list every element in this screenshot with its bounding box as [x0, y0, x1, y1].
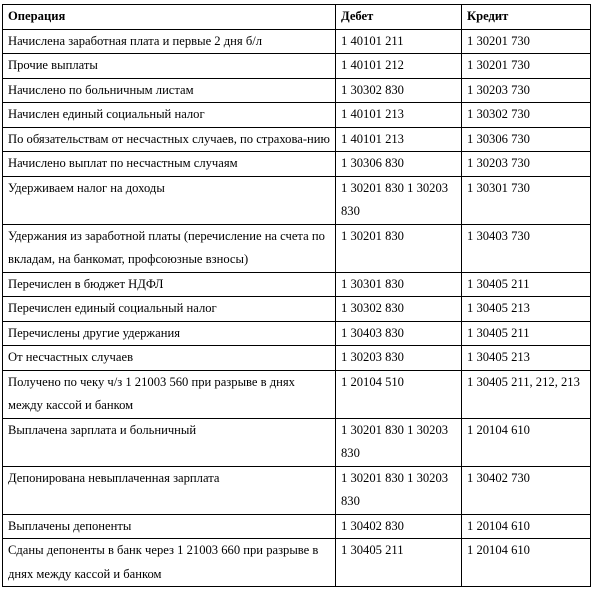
debit-cell: 1 30203 830 — [336, 346, 462, 371]
table-row — [3, 272, 591, 297]
table-row — [3, 539, 591, 587]
credit-cell: 1 20104 610 — [462, 418, 591, 466]
credit-cell: 1 30403 730 — [462, 224, 591, 272]
debit-cell: 1 30201 830 — [336, 224, 462, 272]
operation-cell: Получено по чеку ч/з 1 21003 560 при разрыве в днях между кассой и банком — [3, 370, 336, 418]
debit-cell: 1 30201 830 1 30203 830 — [336, 176, 462, 224]
credit-cell: 1 30306 730 — [462, 127, 591, 152]
table-row — [3, 224, 591, 272]
credit-cell: 1 30405 211 — [462, 321, 591, 346]
table-row — [3, 127, 591, 152]
operation-cell: Перечислены другие удержания — [3, 321, 336, 346]
credit-cell: 1 20104 610 — [462, 514, 591, 539]
debit-cell: 1 40101 213 — [336, 103, 462, 128]
credit-cell: 1 30402 730 — [462, 466, 591, 514]
debit-cell: 1 20104 510 — [336, 370, 462, 418]
table-row — [3, 297, 591, 322]
table-row — [3, 466, 591, 514]
credit-cell: 1 30405 211, 212, 213 — [462, 370, 591, 418]
credit-cell: 1 30201 730 — [462, 54, 591, 79]
table-row — [3, 29, 591, 54]
table-header — [3, 5, 591, 30]
credit-cell: 1 30302 730 — [462, 103, 591, 128]
debit-cell: 1 30302 830 — [336, 78, 462, 103]
operation-cell: Перечислен единый социальный налог — [3, 297, 336, 322]
operation-cell: Начислено по больничным листам — [3, 78, 336, 103]
operation-cell: Удерживаем налог на доходы — [3, 176, 336, 224]
debit-cell: 1 30201 830 1 30203 830 — [336, 466, 462, 514]
debit-cell: 1 30403 830 — [336, 321, 462, 346]
header-credit: Кредит — [462, 5, 591, 30]
credit-cell: 1 30405 211 — [462, 272, 591, 297]
accounting-entries-table — [2, 4, 591, 587]
header-row — [3, 5, 591, 30]
debit-cell: 1 40101 213 — [336, 127, 462, 152]
table-row — [3, 54, 591, 79]
operation-cell: Начислен единый социальный налог — [3, 103, 336, 128]
debit-cell: 1 30405 211 — [336, 539, 462, 587]
credit-cell: 1 30301 730 — [462, 176, 591, 224]
table-row — [3, 78, 591, 103]
table-row — [3, 152, 591, 177]
operation-cell: Удержания из заработной платы (перечисление на счета по вкладам, на банкомат, профсоюзные взносы) — [3, 224, 336, 272]
operation-cell: Начислена заработная плата и первые 2 дня б/л — [3, 29, 336, 54]
debit-cell: 1 30402 830 — [336, 514, 462, 539]
table-body — [3, 29, 591, 587]
table-row — [3, 370, 591, 418]
operation-cell: Прочие выплаты — [3, 54, 336, 79]
operation-cell: Перечислен в бюджет НДФЛ — [3, 272, 336, 297]
credit-cell: 1 30203 730 — [462, 78, 591, 103]
operation-cell: Депонирована невыплаченная зарплата — [3, 466, 336, 514]
operation-cell: Начислено выплат по несчастным случаям — [3, 152, 336, 177]
debit-cell: 1 30302 830 — [336, 297, 462, 322]
credit-cell: 1 30405 213 — [462, 346, 591, 371]
credit-cell: 1 30203 730 — [462, 152, 591, 177]
header-operation: Операция — [3, 5, 336, 30]
table-row — [3, 321, 591, 346]
credit-cell: 1 30201 730 — [462, 29, 591, 54]
debit-cell: 1 30201 830 1 30203 830 — [336, 418, 462, 466]
credit-cell: 1 30405 213 — [462, 297, 591, 322]
debit-cell: 1 40101 212 — [336, 54, 462, 79]
debit-cell: 1 30301 830 — [336, 272, 462, 297]
header-debit: Дебет — [336, 5, 462, 30]
debit-cell: 1 30306 830 — [336, 152, 462, 177]
credit-cell: 1 20104 610 — [462, 539, 591, 587]
operation-cell: Выплачены депоненты — [3, 514, 336, 539]
table-row — [3, 103, 591, 128]
table-row — [3, 514, 591, 539]
operation-cell: По обязательствам от несчастных случаев, по страхова-нию — [3, 127, 336, 152]
operation-cell: Выплачена зарплата и больничный — [3, 418, 336, 466]
table-row — [3, 418, 591, 466]
operation-cell: Сданы депоненты в банк через 1 21003 660 при разрыве в днях между кассой и банком — [3, 539, 336, 587]
operation-cell: От несчастных случаев — [3, 346, 336, 371]
table-row — [3, 346, 591, 371]
table-row — [3, 176, 591, 224]
debit-cell: 1 40101 211 — [336, 29, 462, 54]
